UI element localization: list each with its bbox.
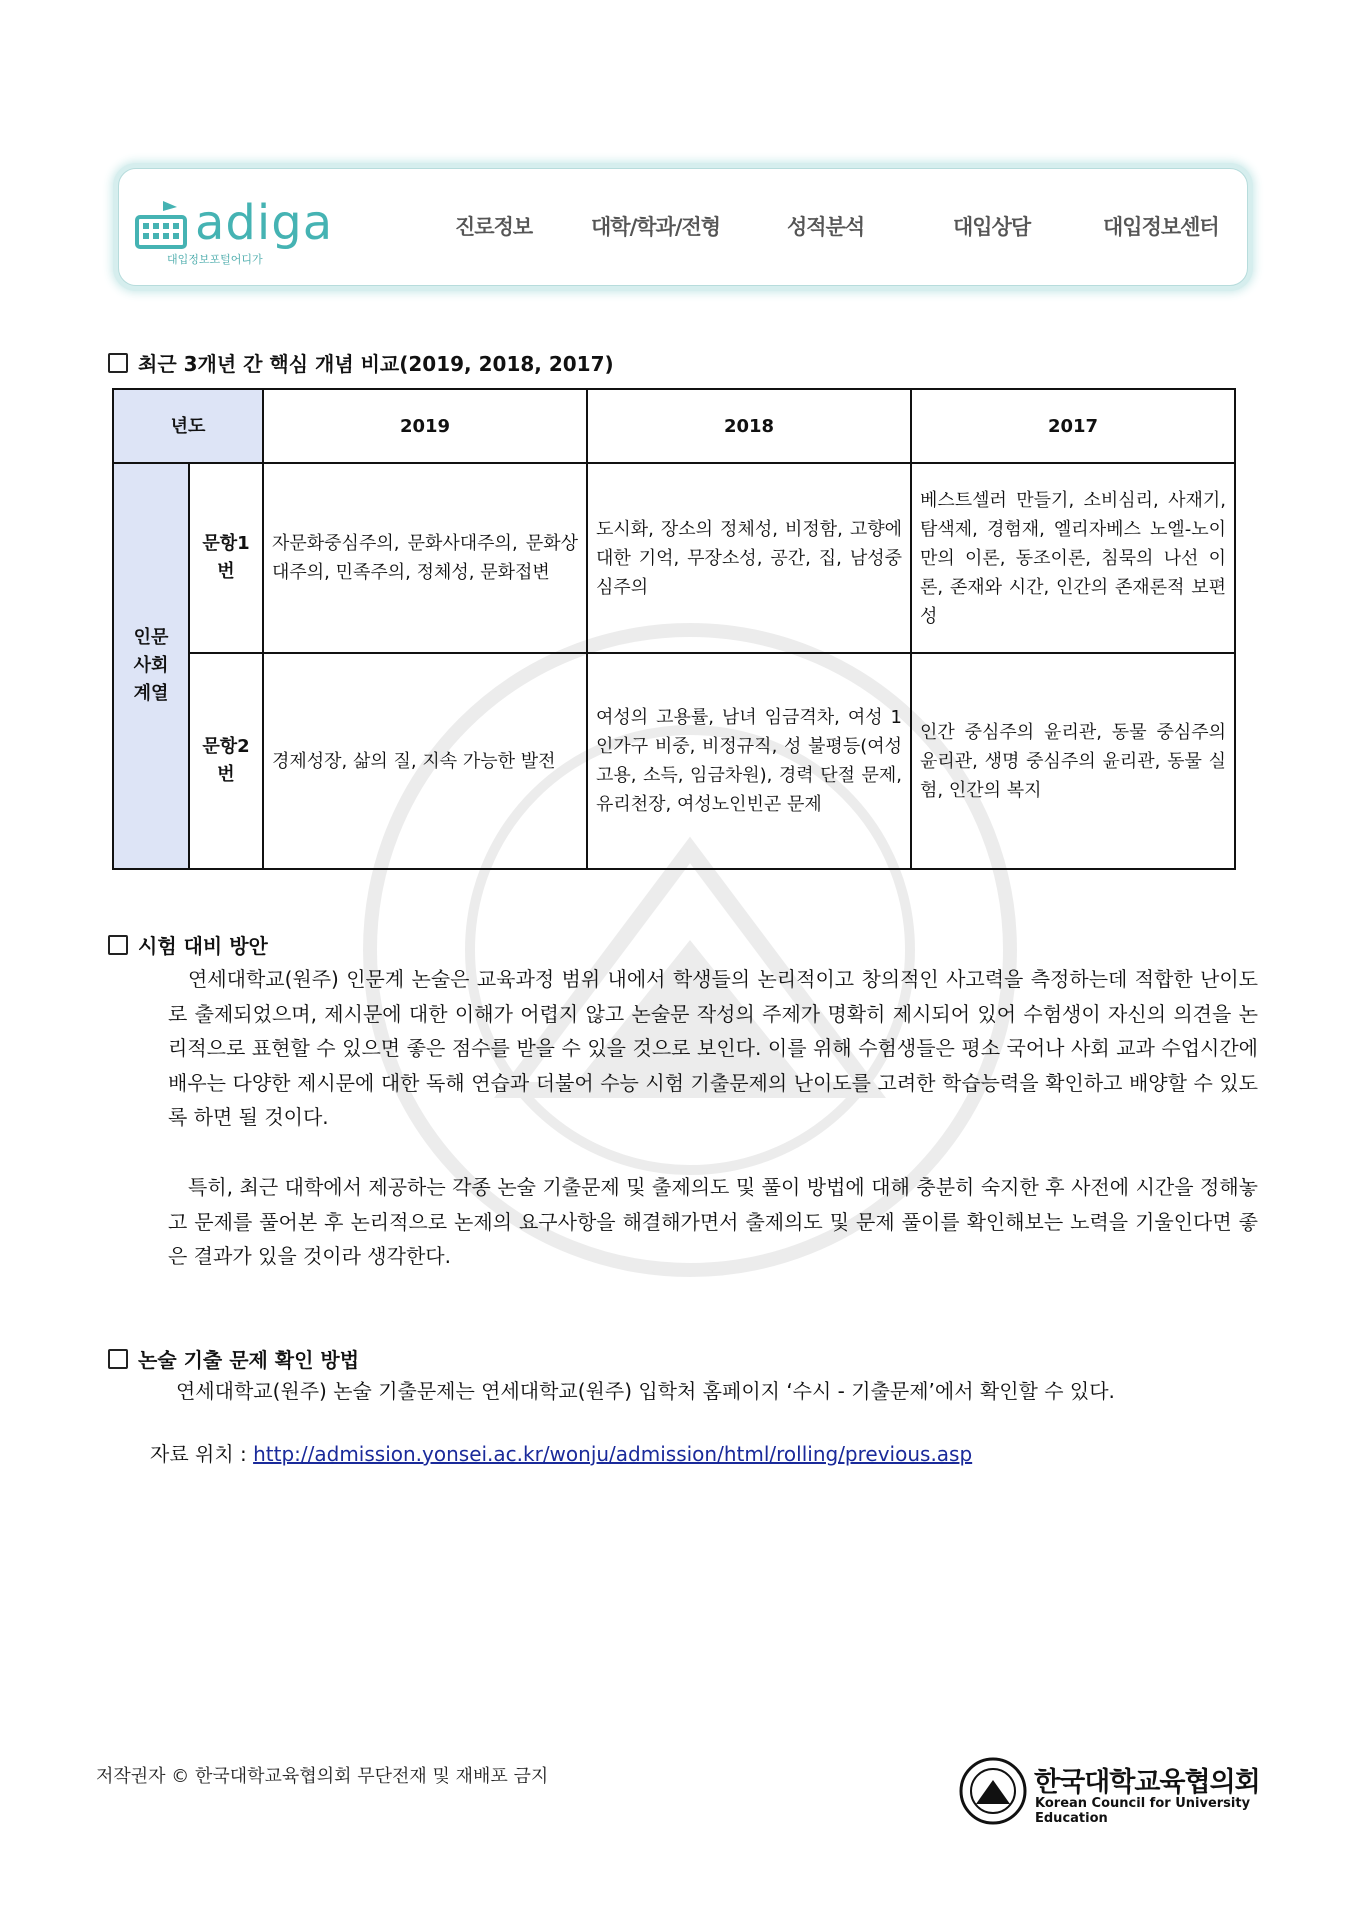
exam-prep-paragraph-1: 연세대학교(원주) 인문계 논술은 교육과정 범위 내에서 학생들의 논리적이고 창의적인 사고력을 측정하는데 적합한 난이도로 출제되었으며, 제시문에 대한 이해가 어렵지 않고 논술문 작성의 주제가 명확히 제시되어 있어 수험생이 자신의 의견을 논리적으로 표현할 수 있으면 좋은 점수를 받을 수 있을 것으로 보인다. 이를 위해 수험생들은 평소 국어나 사회 교과 수업시간에 배우는 다양한 제시문에 대한 독해 연습과 더불어 수능 시험 기출문제의 난이도를 고려한 학습능력을 확인하고 배양할 수 있도록 하면 될 것이다. bbox=[168, 967, 1258, 1129]
year-2019-cell: 2019 bbox=[263, 389, 587, 463]
year-2018-cell: 2018 bbox=[587, 389, 911, 463]
council-name: 한국대학교육협의회 bbox=[1034, 1767, 1260, 1798]
q2-2017-cell: 인간 중심주의 윤리관, 동물 중심주의 윤리관, 생명 중심주의 윤리관, 동물 실험, 인간의 복지 bbox=[911, 653, 1235, 869]
logo-subtitle: 대입정보포털어디가 bbox=[167, 253, 263, 266]
q2-2019-cell: 경제성장, 삶의 질, 지속 가능한 발전 bbox=[263, 653, 587, 869]
q2-2018-cell: 여성의 고용률, 남녀 임금격차, 여성 1인가구 비중, 비정규직, 성 불평등(여성고용, 소득, 임금차원), 경력 단절 문제, 유리천장, 여성노인빈곤 문제 bbox=[587, 653, 911, 869]
council-logo bbox=[956, 1756, 1276, 1826]
section-title-text: 최근 3개년 간 핵심 개념 비교(2019, 2018, 2017) bbox=[138, 352, 614, 376]
section-title-text: 논술 기출 문제 확인 방법 bbox=[138, 1348, 360, 1372]
header-banner bbox=[118, 168, 1248, 286]
council-seal-icon bbox=[958, 1756, 1028, 1826]
nav-score-analysis[interactable]: 성적분석 bbox=[787, 215, 865, 239]
table-row bbox=[113, 653, 1235, 869]
year-2017-cell: 2017 bbox=[911, 389, 1235, 463]
section-exam-prep-title bbox=[108, 930, 268, 959]
nav-admission-center[interactable]: 대입정보센터 bbox=[1103, 215, 1219, 239]
nav-career-info[interactable]: 진로정보 bbox=[455, 215, 533, 239]
nav-admission-counsel[interactable]: 대입상담 bbox=[953, 215, 1031, 239]
concept-comparison-table bbox=[112, 388, 1236, 870]
section-core-concepts-title bbox=[108, 348, 614, 377]
copyright-notice: 저작권자 © 한국대학교육협의회 무단전재 및 재배포 금지 bbox=[96, 1766, 549, 1787]
checkbox-icon bbox=[108, 353, 128, 373]
exam-prep-paragraph-2: 특히, 최근 대학에서 제공하는 각종 논술 기출문제 및 출제의도 및 풀이 방법에 대해 충분히 숙지한 후 사전에 시간을 정해놓고 문제를 풀어본 후 논리적으로 논제의 요구사항을 해결해가면서 출제의도 및 문제 풀이를 확인해보는 노력을 기울인다면 좋은 결과가 있을 것이라 생각한다. bbox=[168, 1175, 1258, 1268]
question2-label: 문항2 번 bbox=[189, 653, 263, 869]
section-past-exams-title bbox=[108, 1344, 359, 1373]
council-english-name: Korean Council for University Education bbox=[1035, 1796, 1251, 1826]
section-title-text: 시험 대비 방안 bbox=[138, 934, 268, 958]
q1-2018-cell: 도시화, 장소의 정체성, 비정함, 고향에 대한 기억, 무장소성, 공간, 집, 남성중심주의 bbox=[587, 463, 911, 653]
checkbox-icon bbox=[108, 1349, 128, 1369]
question1-label: 문항1 번 bbox=[189, 463, 263, 653]
logo-word: adiga bbox=[195, 195, 334, 251]
source-label: 자료 위치 : bbox=[150, 1442, 254, 1466]
past-exams-paragraph: 연세대학교(원주) 논술 기출문제는 연세대학교(원주) 입학처 홈페이지 ‘수시 - 기출문제’에서 확인할 수 있다. bbox=[176, 1379, 1115, 1403]
adiga-logo[interactable] bbox=[133, 191, 363, 271]
q1-2017-cell: 베스트셀러 만들기, 소비심리, 사재기, 탐색제, 경험재, 엘리자베스 노엘-노이만의 이론, 동조이론, 침묵의 나선 이론, 존재와 시간, 인간의 존재론적 보편성 bbox=[911, 463, 1235, 653]
table-row bbox=[113, 463, 1235, 653]
building-icon bbox=[133, 199, 191, 255]
checkbox-icon bbox=[108, 935, 128, 955]
nav-university-major[interactable]: 대학/학과/전형 bbox=[591, 215, 721, 239]
table-header-row bbox=[113, 389, 1235, 463]
category-cell: 인문 사회 계열 bbox=[113, 463, 189, 869]
source-link[interactable]: http://admission.yonsei.ac.kr/wonju/admission/html/rolling/previous.asp bbox=[253, 1442, 973, 1466]
q1-2019-cell: 자문화중심주의, 문화사대주의, 문화상대주의, 민족주의, 정체성, 문화접변 bbox=[263, 463, 587, 653]
source-location bbox=[150, 1438, 972, 1467]
year-header-cell: 년도 bbox=[113, 389, 263, 463]
